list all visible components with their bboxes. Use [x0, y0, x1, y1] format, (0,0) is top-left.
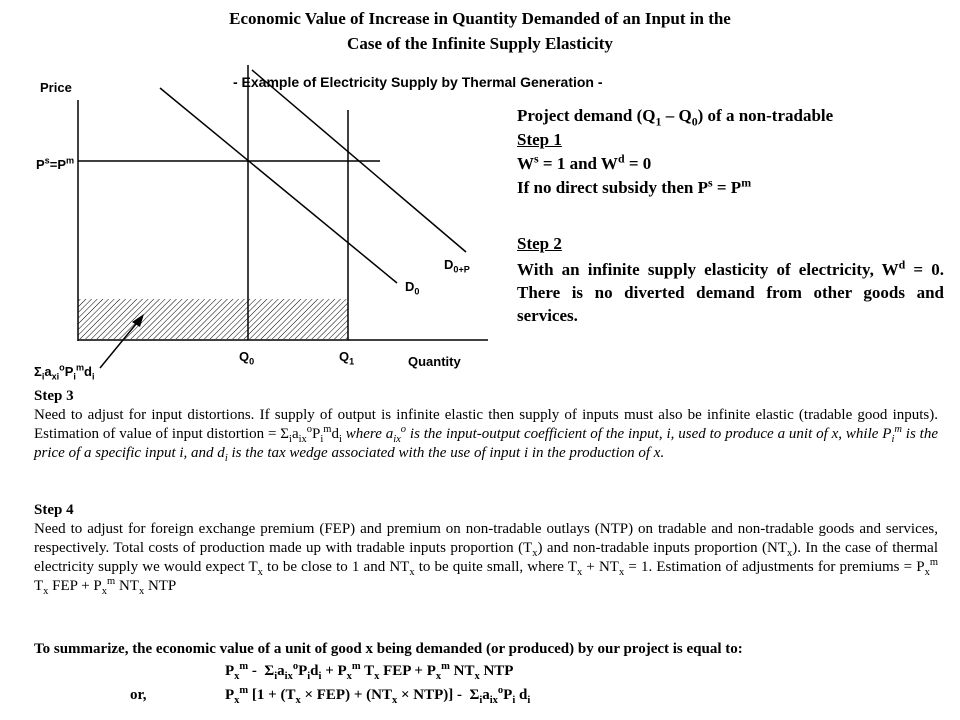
step3-text: Need to adjust for input distortions. If supply of output is infinite elastic then supply of inputs must also be infinite elastic (tradable good inputs). Estimation of value of input distortion = $\Sigma_ia_{ix}^oP_i^md_i$ where $a_{ix}^o$ is the input-output coefficient of the input, i, used to produce a unit of x, while $P_i^m$ is the price of a specific input i, and $d_i$ is the tax wedge associated with the use of input i in the production of x.: [34, 407, 939, 464]
summary-text: To summarize, the economic value of a unit of good x being demanded (or produced) by our project is equal to:: [34, 641, 743, 657]
demand-curve-d0: [160, 88, 397, 283]
step2-text: With an infinite supply elasticity of electricity, $W^d = 0$. There is no diverted demand from other goods and services.: [517, 257, 945, 325]
d0p-label: $D_{0+P}$: [444, 257, 470, 275]
input-distortion-area: [78, 299, 348, 339]
step1-line1: $W^s = 1$ and $W^d = 0$: [517, 151, 652, 173]
step1-line2: If no direct subsidy then $P^s = P^m$: [517, 175, 752, 197]
summary-formula-1: $P_x^m - \Sigma_ia_{ix}^oP_id_i + P_x^m$ $T_x$ FEP + $P_x^m$ $NT_x$ NTP: [225, 661, 514, 682]
demand-graph: [0, 0, 520, 390]
step4-heading: Step 4: [34, 502, 74, 518]
q1-label: $Q_1$: [339, 349, 355, 367]
step1-heading: Step 1: [517, 130, 562, 149]
project-demand-line: Project demand $(Q_1 - Q_0)$ of a non-tradable: [517, 106, 834, 129]
summary-formula-2: $P_x^m$ $[1 + (T_x \times FEP) + (NT_x \times NTP)] - \Sigma_ia_{ix}^oP_i$ $d_i$: [225, 685, 531, 706]
quantity-axis-label: Quantity: [408, 354, 461, 369]
step2-heading: Step 2: [517, 234, 562, 253]
or-label: or,: [130, 687, 147, 703]
step4-text: Need to adjust for foreign exchange premium (FEP) and premium on non-tradable outlays (NTP) on tradable and non-tradable goods and services, respectively. Total costs of production made up with tradable inputs proportion $(T_x)$ and non-tradable inputs proportion $(NT_x)$. In the case of thermal electricity supply we would expect $T_x$ to be close to 1 and $NT_x$ to be quite small, where $T_x + NT_x = 1$. Estimation of adjustments for premiums = $P_x^m$ $T_x$ FEP + $P_x^m$ $NT_x$ NTP: [34, 521, 939, 597]
price-axis-label: Price: [40, 80, 72, 95]
subtitle: - Example of Electricity Supply by Thermal Generation -: [233, 74, 603, 90]
title-line-2: Case of the Infinite Supply Elasticity: [347, 34, 613, 53]
ps-pm-label: $P^s=P^m$: [36, 155, 75, 172]
d0-label: $D_0$: [405, 279, 420, 297]
input-distortion-label: $\Sigma_ia_{xi}^oP_i^md_i$: [34, 362, 95, 382]
title-line-1: Economic Value of Increase in Quantity Demanded of an Input in the: [229, 9, 731, 28]
q0-label: $Q_0$: [239, 349, 255, 367]
step3-heading: Step 3: [34, 388, 74, 404]
